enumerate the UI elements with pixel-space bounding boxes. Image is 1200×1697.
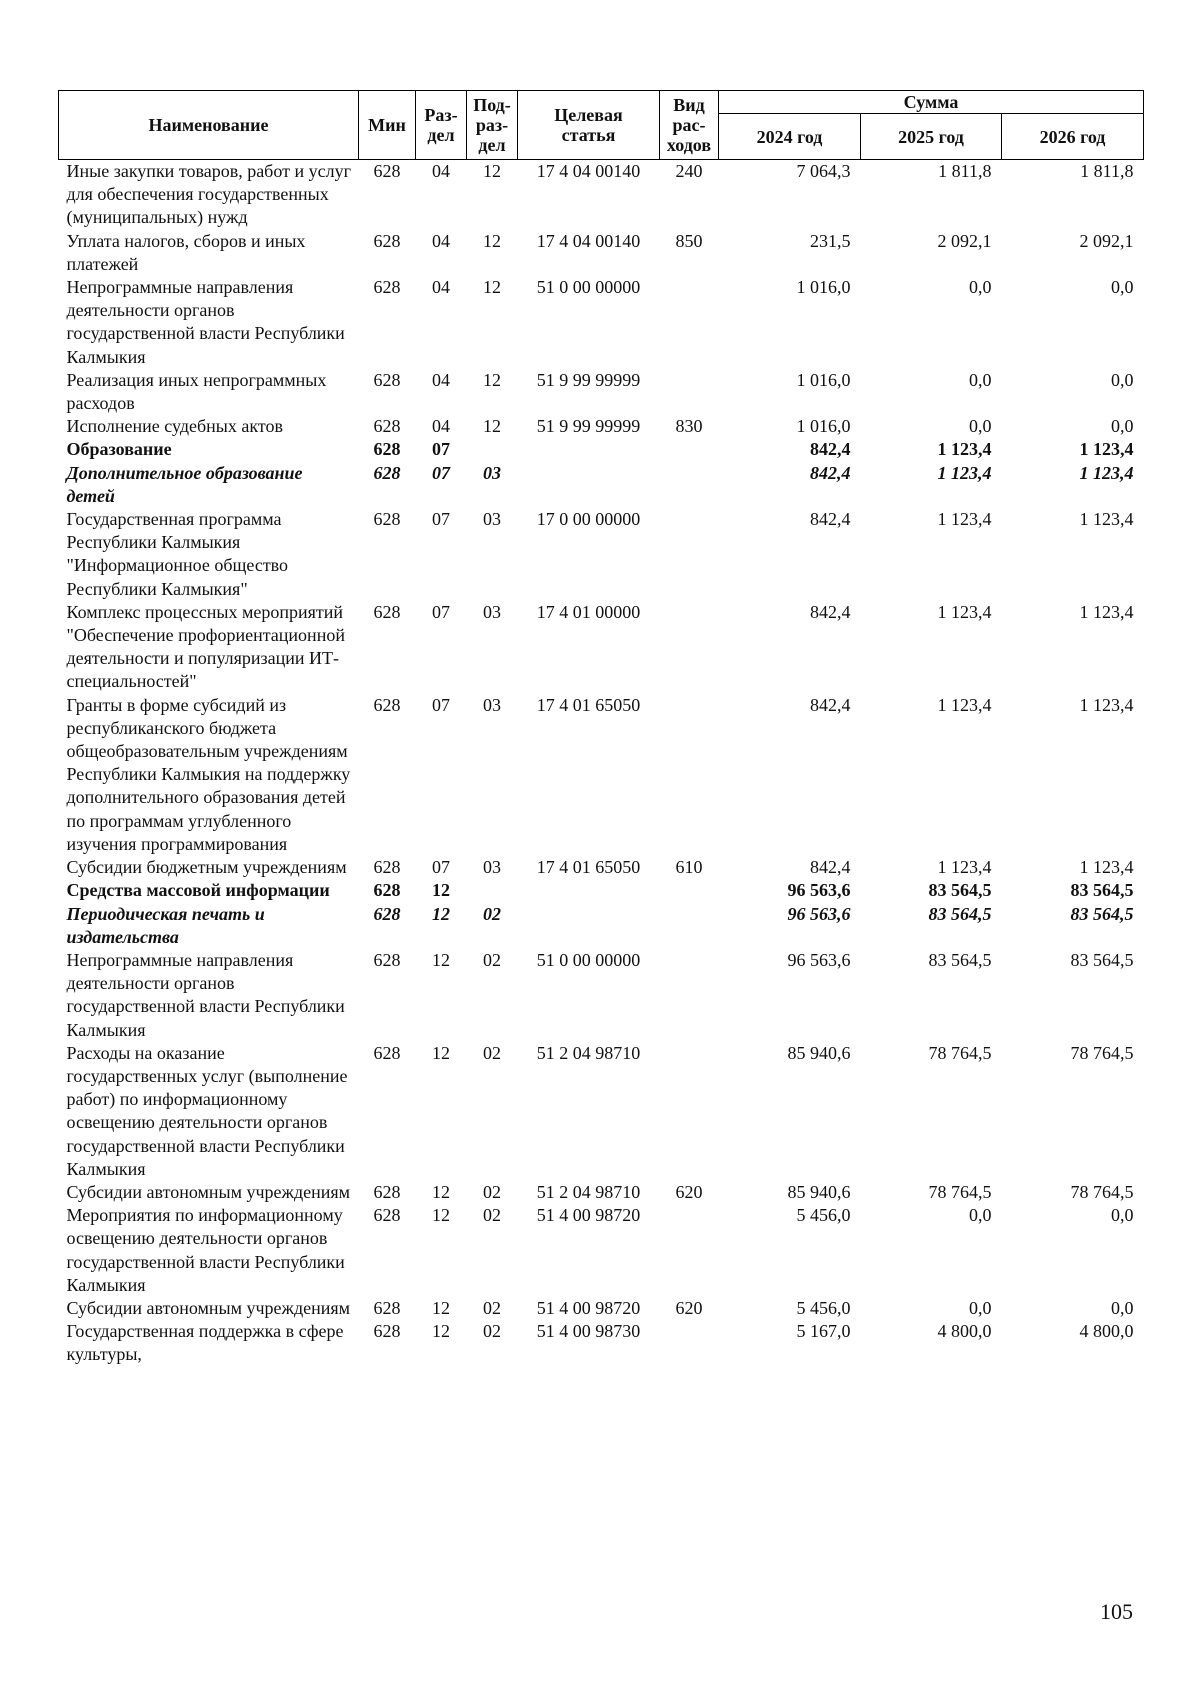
header-celevaya-statya: Целевая статья (518, 91, 660, 160)
cell-min: 628 (373, 230, 401, 251)
cell-sum-2025: 78 764,5 (928, 1181, 992, 1202)
cell-razdel: 07 (432, 509, 450, 530)
cell-min: 628 (373, 601, 401, 622)
cell-name: Периодическая печать и издательства (66, 903, 265, 947)
cell-celevaya-statya: 17 4 01 00000 (536, 601, 641, 622)
cell-name: Комплекс процессных мероприятий "Обеспечение профориентационной деятельности и популяризации ИТ-специальностей" (66, 601, 345, 692)
cell-podrazdel: 12 (483, 369, 501, 390)
cell-sum-2024: 5 456,0 (796, 1297, 851, 1318)
cell-sum-2026: 1 123,4 (1079, 857, 1134, 878)
header-podrazdel: Под- раз- дел (467, 91, 518, 160)
cell-name: Средства массовой информации (66, 880, 330, 901)
table-row (59, 462, 1144, 508)
cell-min: 628 (373, 1321, 401, 1342)
cell-podrazdel: 12 (483, 416, 501, 437)
cell-sum-2024: 5 167,0 (796, 1321, 851, 1342)
cell-sum-2026: 4 800,0 (1079, 1321, 1134, 1342)
cell-podrazdel: 12 (483, 230, 501, 251)
table-row (59, 160, 1144, 230)
cell-min: 628 (373, 903, 401, 924)
cell-sum-2025: 1 123,4 (937, 439, 992, 460)
table-row (59, 1320, 1144, 1366)
table-row (59, 1181, 1144, 1204)
cell-celevaya-statya: 51 2 04 98710 (536, 1042, 641, 1063)
table-row (59, 276, 1144, 369)
header-min: Мин (359, 91, 416, 160)
cell-celevaya-statya: 51 9 99 99999 (536, 416, 641, 437)
cell-podrazdel: 03 (483, 694, 501, 715)
cell-min: 628 (373, 857, 401, 878)
cell-sum-2024: 1 016,0 (796, 277, 851, 298)
cell-min: 628 (373, 509, 401, 530)
cell-razdel: 07 (432, 694, 450, 715)
cell-name: Субсидии автономным учреждениям (66, 1181, 351, 1202)
cell-sum-2024: 7 064,3 (796, 161, 851, 181)
cell-sum-2025: 83 564,5 (928, 949, 992, 970)
cell-sum-2026: 83 564,5 (1070, 903, 1134, 924)
cell-razdel: 04 (432, 277, 450, 298)
cell-sum-2025: 83 564,5 (928, 903, 992, 924)
table-row (59, 230, 1144, 276)
cell-celevaya-statya: 51 0 00 00000 (536, 949, 641, 970)
header-year-2026: 2026 год (1002, 114, 1144, 160)
cell-vid-rashodov (660, 1320, 719, 1366)
cell-razdel: 12 (432, 903, 450, 924)
cell-sum-2025: 78 764,5 (928, 1042, 992, 1063)
table-row (59, 369, 1144, 415)
cell-sum-2025: 1 123,4 (937, 509, 992, 530)
cell-min: 628 (373, 369, 401, 390)
cell-razdel: 07 (432, 857, 450, 878)
cell-razdel: 12 (432, 949, 450, 970)
cell-min: 628 (373, 416, 401, 437)
cell-sum-2024: 842,4 (810, 439, 851, 460)
cell-name: Мероприятия по информационному освещению деятельности органов государственной власти Республики Калмыкия (66, 1205, 345, 1295)
cell-vid-rashodov: 610 (675, 857, 703, 878)
cell-sum-2026: 0,0 (1111, 416, 1134, 437)
header-year-2024: 2024 год (719, 114, 861, 160)
cell-sum-2025: 1 123,4 (937, 601, 992, 622)
cell-sum-2025: 1 123,4 (937, 694, 992, 715)
cell-sum-2025: 1 123,4 (937, 462, 992, 483)
cell-podrazdel: 02 (483, 1321, 501, 1342)
cell-sum-2026: 78 764,5 (1070, 1181, 1134, 1202)
cell-podrazdel: 02 (483, 903, 501, 924)
cell-podrazdel: 03 (483, 509, 501, 530)
cell-razdel: 07 (432, 601, 450, 622)
cell-min: 628 (373, 949, 401, 970)
cell-vid-rashodov (660, 903, 719, 949)
cell-sum-2025: 1 811,8 (938, 161, 992, 181)
cell-vid-rashodov (660, 879, 719, 902)
table-header (59, 91, 1144, 160)
cell-sum-2024: 85 940,6 (787, 1181, 851, 1202)
cell-celevaya-statya: 17 4 04 00140 (536, 161, 641, 181)
cell-podrazdel: 02 (483, 1205, 501, 1226)
table-row (59, 508, 1144, 601)
cell-sum-2025: 1 123,4 (937, 857, 992, 878)
cell-name: Непрограммные направления деятельности органов государственной власти Республики Калмыкия (66, 277, 345, 367)
cell-celevaya-statya: 17 4 01 65050 (536, 857, 641, 878)
cell-razdel: 04 (432, 161, 450, 181)
cell-name: Субсидии автономным учреждениям (66, 1297, 351, 1318)
cell-name: Образование (66, 439, 172, 460)
cell-celevaya-statya (518, 438, 660, 461)
document-page (58, 90, 1143, 1367)
cell-celevaya-statya: 51 4 00 98720 (536, 1205, 641, 1226)
cell-sum-2024: 842,4 (810, 857, 851, 878)
cell-sum-2024: 96 563,6 (787, 903, 851, 924)
cell-vid-rashodov: 240 (675, 161, 703, 181)
cell-podrazdel: 12 (483, 277, 501, 298)
cell-podrazdel (467, 438, 518, 461)
cell-vid-rashodov (660, 462, 719, 508)
cell-min: 628 (373, 880, 401, 901)
cell-celevaya-statya: 51 4 00 98720 (536, 1297, 641, 1318)
cell-sum-2026: 1 123,4 (1079, 462, 1134, 483)
budget-table (58, 90, 1144, 1367)
cell-podrazdel: 12 (483, 161, 501, 181)
cell-sum-2024: 231,5 (810, 230, 851, 251)
cell-vid-rashodov: 620 (675, 1181, 703, 1202)
cell-vid-rashodov (660, 369, 719, 415)
cell-sum-2025: 0,0 (969, 369, 992, 390)
cell-sum-2026: 0,0 (1111, 1205, 1134, 1226)
cell-name: Гранты в форме субсидий из республиканского бюджета общеобразовательным учреждениям Республики Калмыкия на поддержку дополнительного образования детей по программам углубленного изучения программирования (66, 694, 351, 854)
table-row (59, 694, 1144, 856)
cell-razdel: 12 (432, 1181, 450, 1202)
cell-sum-2025: 0,0 (969, 416, 992, 437)
cell-razdel: 04 (432, 230, 450, 251)
cell-sum-2026: 78 764,5 (1070, 1042, 1134, 1063)
cell-sum-2024: 96 563,6 (787, 949, 851, 970)
table-row (59, 438, 1144, 461)
cell-name: Дополнительное образование детей (66, 462, 303, 506)
cell-name: Государственная поддержка в сфере культуры, (66, 1321, 344, 1365)
cell-celevaya-statya: 17 0 00 00000 (536, 509, 641, 530)
cell-min: 628 (373, 161, 401, 181)
cell-name: Субсидии бюджетным учреждениям (66, 857, 347, 878)
cell-razdel: 12 (432, 1321, 450, 1342)
cell-vid-rashodov (660, 438, 719, 461)
table-row (59, 949, 1144, 1042)
cell-name: Иные закупки товаров, работ и услуг для обеспечения государственных (муниципальных) нужд (66, 161, 351, 228)
cell-min: 628 (373, 1042, 401, 1063)
cell-vid-rashodov (660, 694, 719, 856)
cell-vid-rashodov (660, 508, 719, 601)
cell-razdel: 12 (432, 1042, 450, 1063)
header-summa: Сумма (719, 91, 1144, 114)
cell-vid-rashodov (660, 1204, 719, 1297)
cell-name: Уплата налогов, сборов и иных платежей (66, 230, 306, 274)
cell-sum-2024: 96 563,6 (787, 880, 851, 901)
cell-sum-2024: 5 456,0 (796, 1205, 851, 1226)
cell-razdel: 04 (432, 416, 450, 437)
cell-min: 628 (373, 439, 401, 460)
cell-sum-2026: 1 811,8 (1080, 161, 1134, 181)
header-name: Наименование (59, 91, 359, 160)
cell-celevaya-statya (518, 462, 660, 508)
header-razdel: Раз- дел (416, 91, 467, 160)
cell-celevaya-statya (518, 879, 660, 902)
table-row (59, 856, 1144, 879)
cell-razdel: 04 (432, 369, 450, 390)
cell-name: Реализация иных непрограммных расходов (66, 369, 327, 414)
cell-sum-2026: 83 564,5 (1070, 880, 1134, 901)
cell-sum-2024: 842,4 (810, 462, 851, 483)
cell-sum-2024: 85 940,6 (787, 1042, 851, 1063)
table-row (59, 1042, 1144, 1181)
header-vid-rashodov: Вид рас- ходов (660, 91, 719, 160)
table-body (59, 160, 1144, 1367)
cell-celevaya-statya: 17 4 01 65050 (536, 694, 641, 715)
cell-razdel: 07 (432, 462, 450, 483)
cell-celevaya-statya: 51 2 04 98710 (536, 1181, 641, 1202)
cell-razdel: 12 (432, 880, 450, 901)
cell-razdel: 12 (432, 1297, 450, 1318)
cell-sum-2026: 1 123,4 (1079, 601, 1134, 622)
cell-min: 628 (373, 1205, 401, 1226)
cell-sum-2026: 1 123,4 (1079, 694, 1134, 715)
cell-vid-rashodov: 830 (675, 416, 703, 437)
cell-vid-rashodov (660, 276, 719, 369)
table-row (59, 1297, 1144, 1320)
cell-celevaya-statya: 51 4 00 98730 (536, 1321, 641, 1342)
table-row (59, 1204, 1144, 1297)
cell-name: Государственная программа Республики Калмыкия "Информационное общество Республики Калмыкия" (66, 509, 289, 599)
cell-sum-2026: 1 123,4 (1079, 509, 1134, 530)
cell-podrazdel: 03 (483, 857, 501, 878)
cell-sum-2026: 2 092,1 (1079, 230, 1134, 251)
cell-podrazdel: 02 (483, 1297, 501, 1318)
table-row (59, 879, 1144, 902)
cell-podrazdel: 02 (483, 949, 501, 970)
cell-vid-rashodov (660, 601, 719, 694)
cell-sum-2024: 842,4 (810, 694, 851, 715)
cell-sum-2026: 1 123,4 (1079, 439, 1134, 460)
cell-vid-rashodov (660, 1042, 719, 1181)
cell-sum-2025: 0,0 (969, 1205, 992, 1226)
cell-vid-rashodov (660, 949, 719, 1042)
cell-sum-2025: 83 564,5 (928, 880, 992, 901)
header-year-2025: 2025 год (861, 114, 1002, 160)
cell-min: 628 (373, 694, 401, 715)
cell-podrazdel (467, 879, 518, 902)
cell-vid-rashodov: 620 (675, 1297, 703, 1318)
cell-celevaya-statya: 51 0 00 00000 (536, 277, 641, 298)
cell-name: Исполнение судебных актов (66, 416, 284, 437)
page-number: 105 (1100, 1599, 1133, 1624)
cell-vid-rashodov: 850 (675, 230, 703, 251)
cell-sum-2025: 0,0 (969, 277, 992, 298)
cell-sum-2026: 0,0 (1111, 1297, 1134, 1318)
cell-sum-2025: 2 092,1 (937, 230, 992, 251)
cell-celevaya-statya (518, 903, 660, 949)
cell-sum-2024: 842,4 (810, 601, 851, 622)
cell-celevaya-statya: 51 9 99 99999 (536, 369, 641, 390)
cell-sum-2026: 0,0 (1111, 277, 1134, 298)
cell-name: Расходы на оказание государственных услуг (выполнение работ) по информационному освещению деятельности органов государственной власти Республики Калмыкия (66, 1042, 348, 1179)
cell-sum-2025: 4 800,0 (937, 1321, 992, 1342)
cell-name: Непрограммные направления деятельности органов государственной власти Республики Калмыкия (66, 949, 345, 1040)
cell-podrazdel: 03 (483, 462, 501, 483)
cell-razdel: 12 (432, 1205, 450, 1226)
cell-razdel: 07 (432, 439, 450, 460)
cell-podrazdel: 02 (483, 1042, 501, 1063)
cell-podrazdel: 03 (483, 601, 501, 622)
cell-podrazdel: 02 (483, 1181, 501, 1202)
table-row (59, 601, 1144, 694)
cell-min: 628 (373, 277, 401, 298)
cell-sum-2026: 0,0 (1111, 369, 1134, 390)
cell-min: 628 (373, 1297, 401, 1318)
table-row (59, 415, 1144, 438)
cell-min: 628 (373, 1181, 401, 1202)
cell-min: 628 (373, 462, 401, 483)
cell-sum-2025: 0,0 (969, 1297, 992, 1318)
cell-sum-2024: 1 016,0 (796, 369, 851, 390)
table-row (59, 903, 1144, 949)
cell-sum-2024: 1 016,0 (796, 416, 851, 437)
cell-sum-2026: 83 564,5 (1070, 949, 1134, 970)
cell-sum-2024: 842,4 (810, 509, 851, 530)
cell-celevaya-statya: 17 4 04 00140 (536, 230, 641, 251)
